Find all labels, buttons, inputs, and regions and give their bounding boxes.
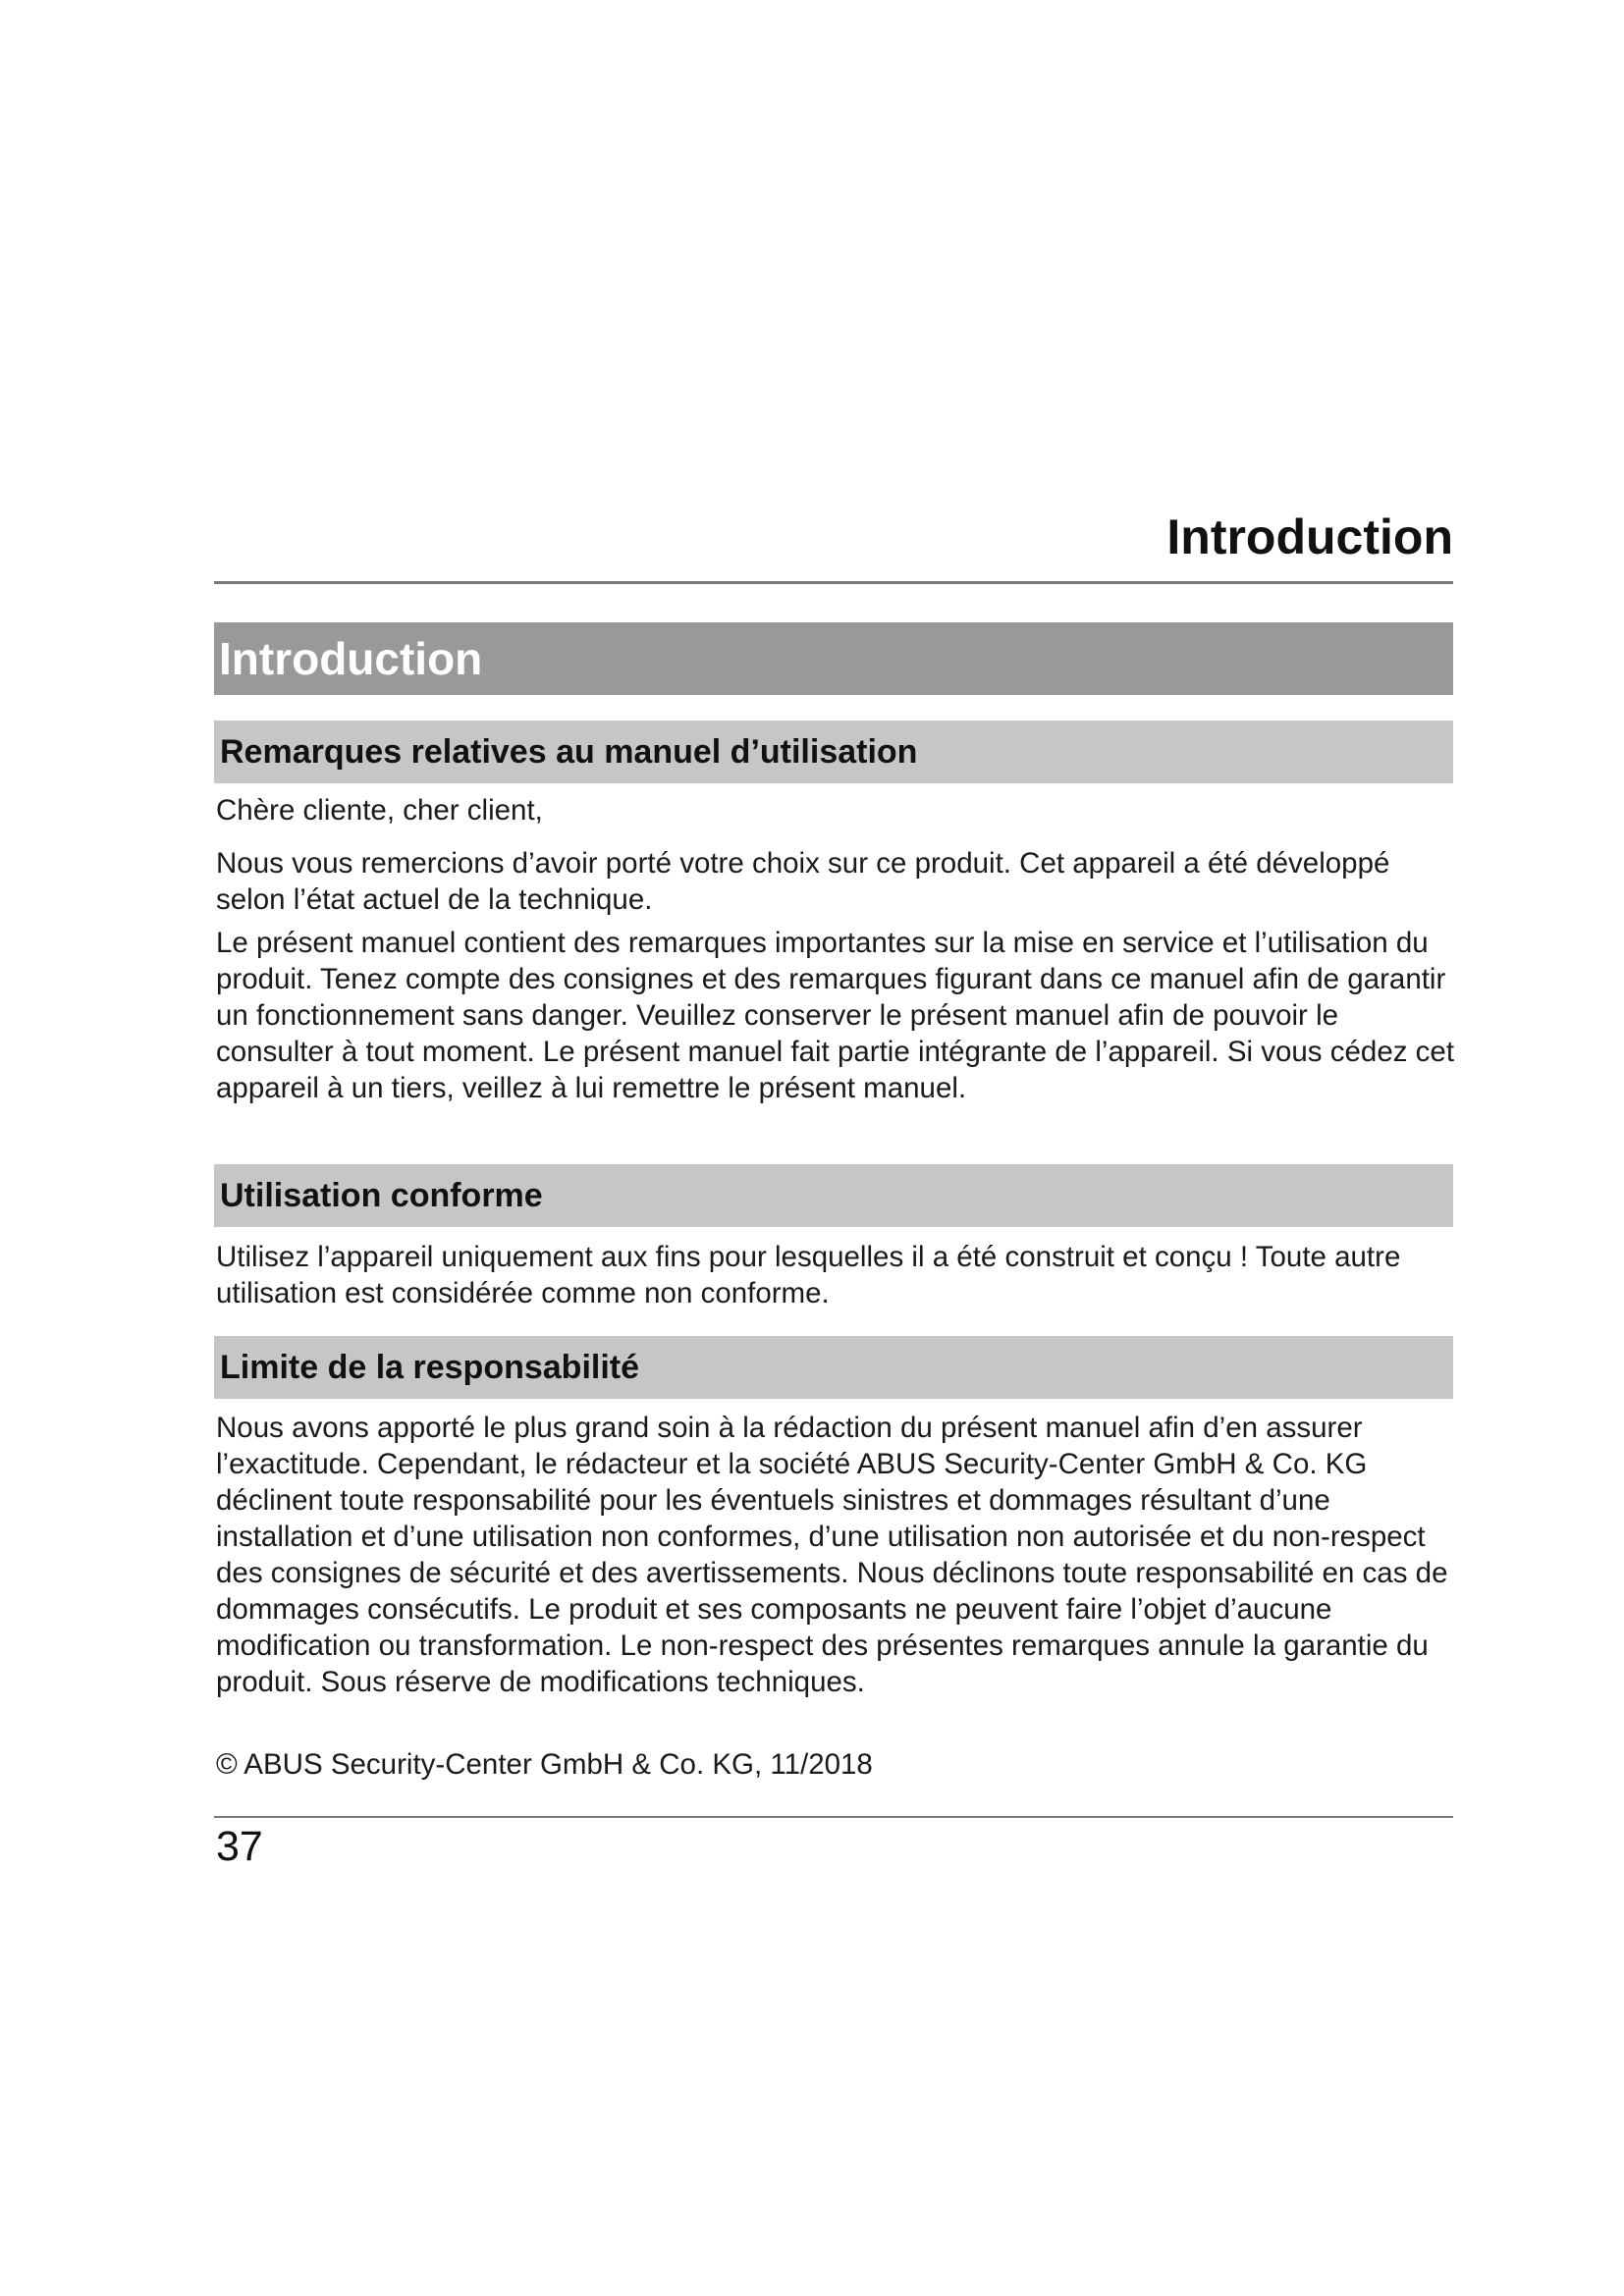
section-title-limite: Limite de la responsabilité — [220, 1348, 640, 1386]
paragraph-intended-use: Utilisez l’appareil uniquement aux fins pour lesquelles il a été construit et conçu ! Toute autre utilisation est considérée comme non conforme. — [216, 1241, 1401, 1309]
page-number: 37 — [216, 1823, 263, 1870]
footer-divider — [214, 1816, 1453, 1818]
paragraph-manual-content: Le présent manuel contient des remarques importantes sur la mise en service et l’utilisation du produit. Tenez compte des consignes et des remarques figurant dans ce manuel afin de garantir un fonctionnement sans danger. Veuillez conserver le présent manuel afin de pouvoir le consulter à tout moment. Le présent manuel fait partie intégrante de l’appareil. Si vous cédez cet appareil à un tiers, veillez à lui remettre le présent manuel. — [216, 927, 1455, 1104]
section-header-remarques — [214, 721, 1453, 783]
manual-page — [214, 0, 1453, 2296]
chapter-title: Introduction — [219, 633, 483, 684]
section-title-remarques: Remarques relatives au manuel d’utilisation — [220, 732, 918, 771]
section-header-utilisation — [214, 1164, 1453, 1227]
section-title-utilisation: Utilisation conforme — [220, 1176, 543, 1214]
copyright-notice: © ABUS Security-Center GmbH & Co. KG, 11/2018 — [216, 1748, 873, 1781]
header-divider — [214, 581, 1453, 584]
running-header-title: Introduction — [1166, 509, 1453, 564]
salutation: Chère cliente, cher client, — [216, 794, 543, 827]
section-header-limite — [214, 1336, 1453, 1399]
chapter-banner — [214, 622, 1453, 695]
paragraph-thanks: Nous vous remercions d’avoir porté votre choix sur ce produit. Cet appareil a été développé selon l’état actuel de la technique. — [216, 847, 1390, 916]
paragraph-liability: Nous avons apporté le plus grand soin à la rédaction du présent manuel afin d’en assurer l’exactitude. Cependant, le rédacteur et la société ABUS Security-Center GmbH & Co. KG déclinent toute responsabilité pour les éventuels sinistres et dommages résultant d’une installation et d’une utilisation non conformes, d’une utilisation non autorisée et du non-respect des consignes de sécurité et des avertissements. Nous déclinons toute responsabilité en cas de dommages consécutifs. Le produit et ses composants ne peuvent faire l’objet d’aucune modification ou transformation. Le non-respect des présentes remarques annule la garantie du produit. Sous réserve de modifications techniques. — [216, 1412, 1448, 1698]
